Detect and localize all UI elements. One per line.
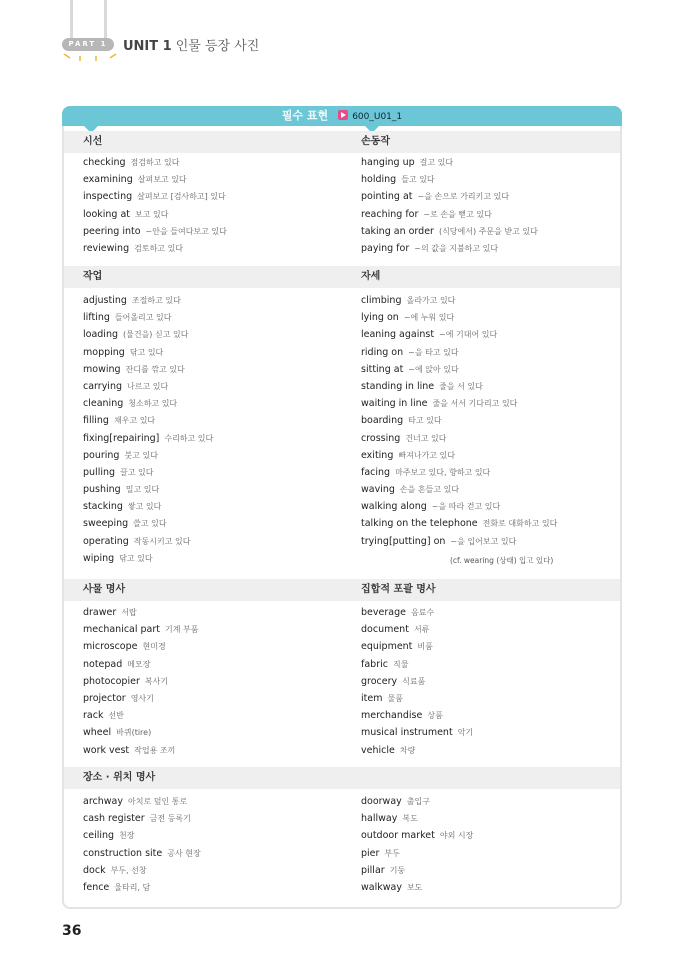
word-entry [361,810,473,827]
english-term: operating [83,535,129,547]
korean-meaning: ~을 따라 걷고 있다 [431,502,501,512]
korean-meaning: 차량 [399,745,416,755]
word-entry [83,515,213,532]
word-entry [83,724,198,741]
box-header [62,106,622,126]
word-list [83,604,198,759]
word-entry [361,481,557,498]
english-term: pouring [83,449,120,461]
english-term: sitting at [361,363,404,375]
word-entry [83,326,213,343]
english-term: facing [361,466,391,478]
english-term: musical instrument [361,727,453,739]
section-band-3 [64,579,620,601]
english-term: walking along [361,501,427,513]
usage-note: (cf. wearing (상태) 입고 있다) [450,556,554,565]
korean-meaning: 검토하고 있다 [134,243,184,253]
korean-meaning: (물건을) 싣고 있다 [123,330,189,340]
word-entry [361,621,473,638]
korean-meaning: 울타리, 담 [114,882,151,892]
english-term: lifting [83,312,110,324]
word-entry [83,690,198,707]
korean-meaning: 마주보고 있다, 향하고 있다 [395,467,491,477]
korean-meaning: 조절하고 있다 [131,296,181,305]
korean-meaning: 부두, 선창 [110,865,147,875]
word-entry [361,344,557,361]
word-entry [361,378,557,395]
korean-meaning: 들어올리고 있다 [114,313,172,323]
unit-title: 인물 등장 사진 [175,39,260,54]
korean-meaning: 쓸고 있다 [133,519,167,529]
english-term: wiping [83,552,115,564]
english-term: equipment [361,641,413,653]
english-term: construction site [83,847,163,859]
section-band-2 [64,266,620,288]
word-entry [361,361,557,378]
english-term: talking on the telephone [361,518,478,530]
korean-meaning: 금전 등록기 [149,814,191,824]
korean-meaning: 걸고 있다 [419,158,454,167]
korean-meaning: ~을 타고 있다 [408,347,459,357]
english-term: walkway [361,881,402,893]
word-entry [361,656,473,673]
word-entry [83,845,201,862]
section-title: 장소 · 위치 명사 [83,772,156,783]
korean-meaning: 서랍 [121,608,137,617]
word-entry [361,827,473,844]
korean-meaning: 현미경 [142,642,166,652]
english-term: item [361,692,383,704]
word-entry [83,656,198,673]
korean-meaning: 쌓고 있다 [127,502,162,512]
word-entry [361,206,538,223]
korean-meaning: 작동시키고 있다 [133,536,191,546]
english-term: cash register [83,813,145,825]
korean-meaning: 복도 [402,814,418,824]
korean-meaning: 건너고 있다 [405,433,447,443]
word-entry [83,395,213,412]
word-entry [83,827,201,844]
korean-meaning: 음료수 [410,608,435,617]
korean-meaning: 야외 시장 [439,831,474,841]
word-entry [83,344,213,361]
korean-meaning: 보고 있다 [135,209,169,219]
english-term: outdoor market [361,830,435,842]
korean-meaning: 부두 [384,848,400,858]
header-hanger-right [104,0,107,38]
korean-meaning: ~에 앉아 있다 [408,364,459,374]
word-list [361,292,557,550]
word-entry [361,430,557,447]
word-list [361,154,538,257]
english-term: exiting [361,449,394,461]
korean-meaning: 직물 [392,659,409,669]
word-list [83,154,227,257]
english-term: grocery [361,675,398,687]
word-entry [361,447,557,464]
word-entry [361,638,473,655]
korean-meaning: 붓고 있다 [124,450,158,460]
korean-meaning: 상품 [427,711,443,721]
word-list [83,292,213,567]
korean-meaning: 줄을 서서 기다리고 있다 [432,399,518,409]
word-entry [361,879,473,896]
word-entry [83,498,213,515]
english-term: hanging up [361,157,415,168]
word-entry [83,171,227,188]
word-entry [361,464,557,481]
word-list [83,793,201,896]
korean-meaning: 닦고 있다 [119,553,153,563]
english-term: mopping [83,346,125,358]
word-entry [83,550,213,567]
word-entry [83,447,213,464]
word-entry [361,742,473,759]
unit-label: UNIT 1 [123,39,172,54]
english-term: notepad [83,658,123,670]
word-entry [361,223,538,240]
korean-meaning: 기계 부품 [165,625,199,635]
korean-meaning: 식료품 [402,676,426,686]
header-hanger-left [70,0,73,38]
korean-meaning: ~로 손을 뻗고 있다 [423,209,492,219]
word-entry [83,223,227,240]
korean-meaning: ~안을 들여다보고 있다 [145,226,227,236]
english-term: stacking [83,501,123,513]
word-entry [83,707,198,724]
section-title: 자세 [361,271,381,282]
word-list [361,604,473,759]
word-list [361,793,473,896]
english-term: dock [83,864,106,876]
audio-code: 600_U01_1 [352,112,403,122]
english-term: vehicle [361,744,395,756]
word-entry [361,326,557,343]
section-band-1 [64,131,620,153]
english-term: leaning against [361,329,435,341]
word-entry [361,515,557,532]
english-term: microscope [83,641,138,653]
word-entry [83,412,213,429]
spark-decoration-icon [60,52,120,62]
word-entry [83,378,213,395]
english-term: cleaning [83,398,124,410]
korean-meaning: ~에 기대어 있다 [439,330,498,340]
word-entry [361,673,473,690]
english-term: carrying [83,380,123,392]
korean-meaning: 나르고 있다 [127,381,169,391]
word-entry [361,395,557,412]
word-entry [83,309,213,326]
english-term: rack [83,710,104,722]
word-entry [361,690,473,707]
word-entry [83,464,213,481]
korean-meaning: 청소하고 있다 [128,399,178,409]
section-title: 작업 [83,271,103,282]
english-term: boarding [361,415,404,427]
box-title: 필수 표현 [281,109,329,122]
korean-meaning: 바퀴(tire) [116,728,152,738]
korean-meaning: 잔디를 깎고 있다 [125,364,185,374]
section-title: 사물 명사 [83,584,126,595]
unit-heading [123,35,259,54]
english-term: fence [83,881,110,893]
english-term: lying on [361,312,399,324]
section-title: 시선 [83,136,103,147]
korean-meaning: 올라가고 있다 [406,296,456,305]
korean-meaning: 공사 현장 [167,848,201,858]
word-entry [83,188,227,205]
word-entry [83,154,227,171]
english-term: photocopier [83,675,140,687]
word-entry [83,810,201,827]
korean-meaning: ~에 누워 있다 [403,313,455,323]
korean-meaning: 살펴보고 [검사하고] 있다 [137,192,226,202]
word-entry [83,862,201,879]
word-entry [83,673,198,690]
word-entry [83,206,227,223]
word-entry [361,845,473,862]
korean-meaning: 줄을 서 있다 [439,381,483,391]
korean-meaning: ~을 손으로 가리키고 있다 [417,192,510,202]
korean-meaning: 수리하고 있다 [164,433,214,443]
word-entry [83,533,213,550]
korean-meaning: 점검하고 있다 [130,158,180,167]
english-term: checking [83,157,126,168]
english-term: filling [83,415,109,427]
korean-meaning: 작업용 조끼 [134,745,176,755]
word-entry [361,533,557,550]
english-term: taking an order [361,225,434,237]
english-term: document [361,624,409,636]
korean-meaning: 기둥 [389,865,406,875]
korean-meaning: 메모장 [127,659,151,669]
word-entry [361,793,473,810]
korean-meaning: ~을 입어보고 있다 [450,536,517,546]
korean-meaning: 살펴보고 있다 [137,175,187,185]
english-term: work vest [83,744,130,756]
word-entry [83,481,213,498]
english-term: examining [83,174,133,186]
section-title: 손동작 [361,136,390,147]
section-title: 집합적 포괄 명사 [361,584,436,595]
word-entry [83,621,198,638]
korean-meaning: 천장 [119,831,135,841]
english-term: beverage [361,607,406,618]
korean-meaning: 닦고 있다 [129,347,164,357]
english-term: wheel [83,727,112,739]
word-entry [83,240,227,257]
korean-meaning: 서류 [413,625,430,635]
english-term: projector [83,692,126,704]
english-term: reviewing [83,242,130,254]
english-term: archway [83,796,123,807]
english-term: peering into [83,225,141,237]
english-term: merchandise [361,710,423,722]
word-entry [361,292,557,309]
word-entry [361,707,473,724]
word-entry [361,862,473,879]
english-term: riding on [361,346,404,358]
english-term: loading [83,329,118,341]
english-term: waving [361,484,395,496]
korean-meaning: 끌고 있다 [120,467,154,477]
word-entry [361,498,557,515]
korean-meaning: 전화로 대화하고 있다 [482,519,558,529]
korean-meaning: 선반 [108,711,124,721]
word-entry [83,793,201,810]
part-badge: PART 1 [62,38,114,51]
english-term: pillar [361,864,385,876]
korean-meaning: 들고 있다 [401,175,435,185]
english-term: fabric [361,658,388,670]
korean-meaning: 물품 [387,693,403,703]
english-term: drawer [83,607,117,618]
english-term: adjusting [83,295,127,306]
english-term: inspecting [83,191,133,203]
word-entry [361,188,538,205]
english-term: holding [361,174,397,186]
korean-meaning: (식당에서) 주문을 받고 있다 [438,226,538,236]
audio-play-icon[interactable] [338,110,348,120]
word-entry [83,361,213,378]
english-term: looking at [83,208,131,220]
english-term: pulling [83,466,116,478]
word-entry [361,604,473,621]
korean-meaning: ~의 값을 지불하고 있다 [414,243,499,253]
korean-meaning: 보도 [406,882,423,892]
english-term: fixing[repairing] [83,432,160,444]
korean-meaning: 악기 [457,728,474,738]
word-entry [83,604,198,621]
word-entry [361,240,538,257]
english-term: ceiling [83,830,115,842]
english-term: waiting in line [361,398,428,410]
korean-meaning: 빠져나가고 있다 [398,450,455,460]
english-term: pointing at [361,191,413,203]
korean-meaning: 채우고 있다 [113,416,156,426]
korean-meaning: 복사기 [144,676,169,686]
english-term: mowing [83,363,121,375]
word-entry [361,171,538,188]
english-term: mechanical part [83,624,161,636]
korean-meaning: 영사기 [130,693,154,703]
word-entry [83,430,213,447]
word-entry [361,309,557,326]
word-entry [83,638,198,655]
english-term: paying for [361,242,410,254]
english-term: reaching for [361,208,419,220]
english-term: hallway [361,813,398,825]
english-term: doorway [361,796,402,807]
korean-meaning: 아치로 덮인 통로 [127,797,188,806]
word-entry [361,154,538,171]
english-term: standing in line [361,380,435,392]
word-entry [83,742,198,759]
korean-meaning: 손을 흔들고 있다 [399,485,460,495]
english-term: pushing [83,484,121,496]
english-term: climbing [361,295,402,306]
word-entry [361,412,557,429]
korean-meaning: 출입구 [406,797,430,806]
korean-meaning: 타고 있다 [408,416,442,426]
word-entry [361,724,473,741]
korean-meaning: 비품 [417,642,433,652]
word-entry [83,292,213,309]
english-term: crossing [361,432,401,444]
english-term: pier [361,847,380,859]
page-number: 36 [62,923,82,939]
english-term: sweeping [83,518,129,530]
english-term: trying[putting] on [361,535,446,547]
word-entry [83,879,201,896]
korean-meaning: 밀고 있다 [125,485,160,495]
